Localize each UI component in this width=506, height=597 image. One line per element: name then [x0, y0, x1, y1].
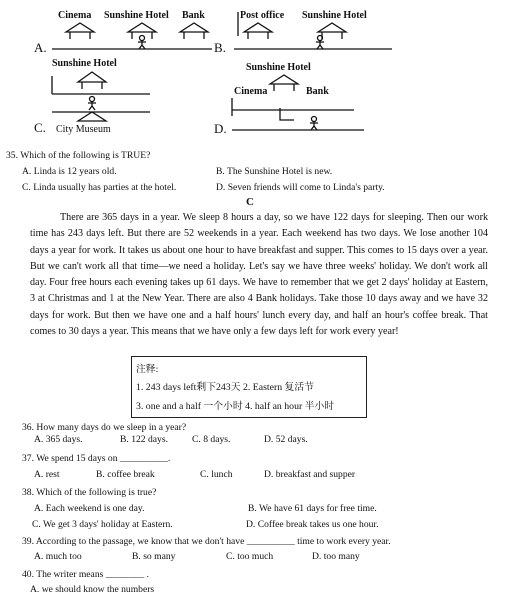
notes-line-2: 3. one and a half 一个小时 4. half an hour 半小时	[136, 401, 335, 412]
map-label-hotel: Sunshine Hotel	[104, 10, 169, 21]
q37-option-c[interactable]: C. lunch	[200, 469, 233, 480]
q37-option-b[interactable]: B. coffee break	[96, 469, 155, 480]
building-icon	[180, 23, 208, 32]
building-icon	[70, 32, 90, 39]
person-icon	[316, 40, 324, 49]
building-icon	[184, 32, 204, 39]
map-option-c[interactable]	[30, 56, 170, 138]
building-icon	[274, 84, 294, 91]
map-label-museum: City Museum	[56, 124, 111, 135]
building-icon	[78, 112, 106, 121]
map-label-hotel: Sunshine Hotel	[52, 58, 117, 69]
q39-option-c[interactable]: C. too much	[226, 551, 274, 562]
question-38: 38. Which of the following is true?	[22, 487, 157, 498]
q39-option-a[interactable]: A. much too	[34, 551, 82, 562]
q37-option-d[interactable]: D. breakfast and supper	[264, 469, 356, 480]
q36-option-c[interactable]: C. 8 days.	[192, 434, 231, 445]
q38-option-b[interactable]: B. We have 61 days for free time.	[248, 503, 377, 514]
passage-paragraph: There are 365 days in a year. We sleep 8 hours a day, so we have 122 days for sleeping. Then our work time has 243 days left. But there are 52 weekends in a year. Each weekend has two days. We lose another 104 days a year for work. It takes us about one hour to have breakfast and supper. This comes to 15 days over a year. But we can't work all that time—we need a holiday. Let's say we have three weeks' holiday. We don't work all day. Four free hours each evening takes up 61 days. We have to remember that we get 2 days' holiday at Eastern, 3 at Christmas and 1 at the New Year. There are also 4 Bank holidays. Take those 10 days away and we have 32 days for work. But then we have one and a half hours' lunch every day, and half an hour's coffee break. That comes to 30 days a year. This means that we have only a few days left for work every year!	[30, 212, 488, 338]
map-label-post-office: Post office	[240, 10, 285, 21]
map-label-hotel: Sunshine Hotel	[302, 10, 367, 21]
building-icon	[82, 82, 102, 89]
map-c-drawing	[30, 56, 170, 138]
map-option-b[interactable]	[214, 6, 394, 58]
option-letter: D.	[214, 121, 227, 136]
question-39: 39. According to the passage, we know that we don't have __________ time to work every year.	[22, 536, 391, 547]
q39-option-b[interactable]: B. so many	[132, 551, 176, 562]
building-icon	[78, 72, 106, 82]
building-icon	[322, 32, 342, 39]
passage-label: C	[246, 196, 254, 208]
q36-option-a[interactable]: A. 365 days.	[34, 434, 83, 445]
q35-option-d[interactable]: D. Seven friends will come to Linda's party.	[216, 182, 385, 193]
notes-box	[131, 356, 367, 418]
q35-option-a[interactable]: A. Linda is 12 years old.	[22, 166, 117, 177]
q37-option-a[interactable]: A. rest	[34, 469, 60, 480]
person-icon	[90, 97, 95, 102]
map-label-cinema: Cinema	[234, 86, 268, 97]
q38-option-d[interactable]: D. Coffee break takes us one hour.	[246, 519, 379, 530]
notes-line-1: 1. 243 days left剩下243天 2. Eastern 复活节	[136, 382, 314, 393]
building-icon	[128, 23, 156, 32]
q40-option-a[interactable]: A. we should know the numbers	[30, 584, 155, 595]
building-icon	[318, 23, 346, 32]
person-icon	[140, 36, 145, 41]
building-icon	[270, 75, 298, 84]
map-label-cinema: Cinema	[58, 10, 92, 21]
person-icon	[312, 117, 317, 122]
building-icon	[244, 23, 272, 32]
q38-option-c[interactable]: C. We get 3 days' holiday at Eastern.	[32, 519, 173, 530]
building-icon	[66, 23, 94, 32]
q35-option-b[interactable]: B. The Sunshine Hotel is new.	[216, 166, 333, 177]
option-letter: C.	[34, 120, 46, 135]
building-icon	[248, 32, 268, 39]
map-label-bank: Bank	[182, 10, 205, 21]
person-icon	[88, 101, 96, 110]
person-icon	[310, 121, 318, 130]
person-icon	[138, 40, 146, 49]
map-label-bank: Bank	[306, 86, 329, 97]
option-letter: A.	[34, 40, 47, 55]
question-36: 36. How many days do we sleep in a year?	[22, 422, 187, 433]
q38-option-a[interactable]: A. Each weekend is one day.	[34, 503, 145, 514]
map-a-drawing	[32, 6, 212, 58]
q36-option-d[interactable]: D. 52 days.	[264, 434, 308, 445]
map-option-a[interactable]	[32, 6, 212, 58]
q36-option-b[interactable]: B. 122 days.	[120, 434, 168, 445]
map-d-drawing	[214, 58, 374, 140]
map-option-d[interactable]	[214, 58, 374, 140]
map-b-drawing	[214, 6, 394, 58]
question-37: 37. We spend 15 days on __________.	[22, 453, 171, 464]
q39-option-d[interactable]: D. too many	[312, 551, 360, 562]
option-letter: B.	[214, 40, 226, 55]
q35-option-c[interactable]: C. Linda usually has parties at the hotel.	[22, 182, 177, 193]
question-40: 40. The writer means ________ .	[22, 569, 149, 580]
question-35: 35. Which of the following is TRUE?	[6, 150, 151, 161]
map-label-hotel: Sunshine Hotel	[246, 62, 311, 73]
notes-title: 注释:	[136, 364, 159, 375]
passage-text	[30, 210, 488, 340]
